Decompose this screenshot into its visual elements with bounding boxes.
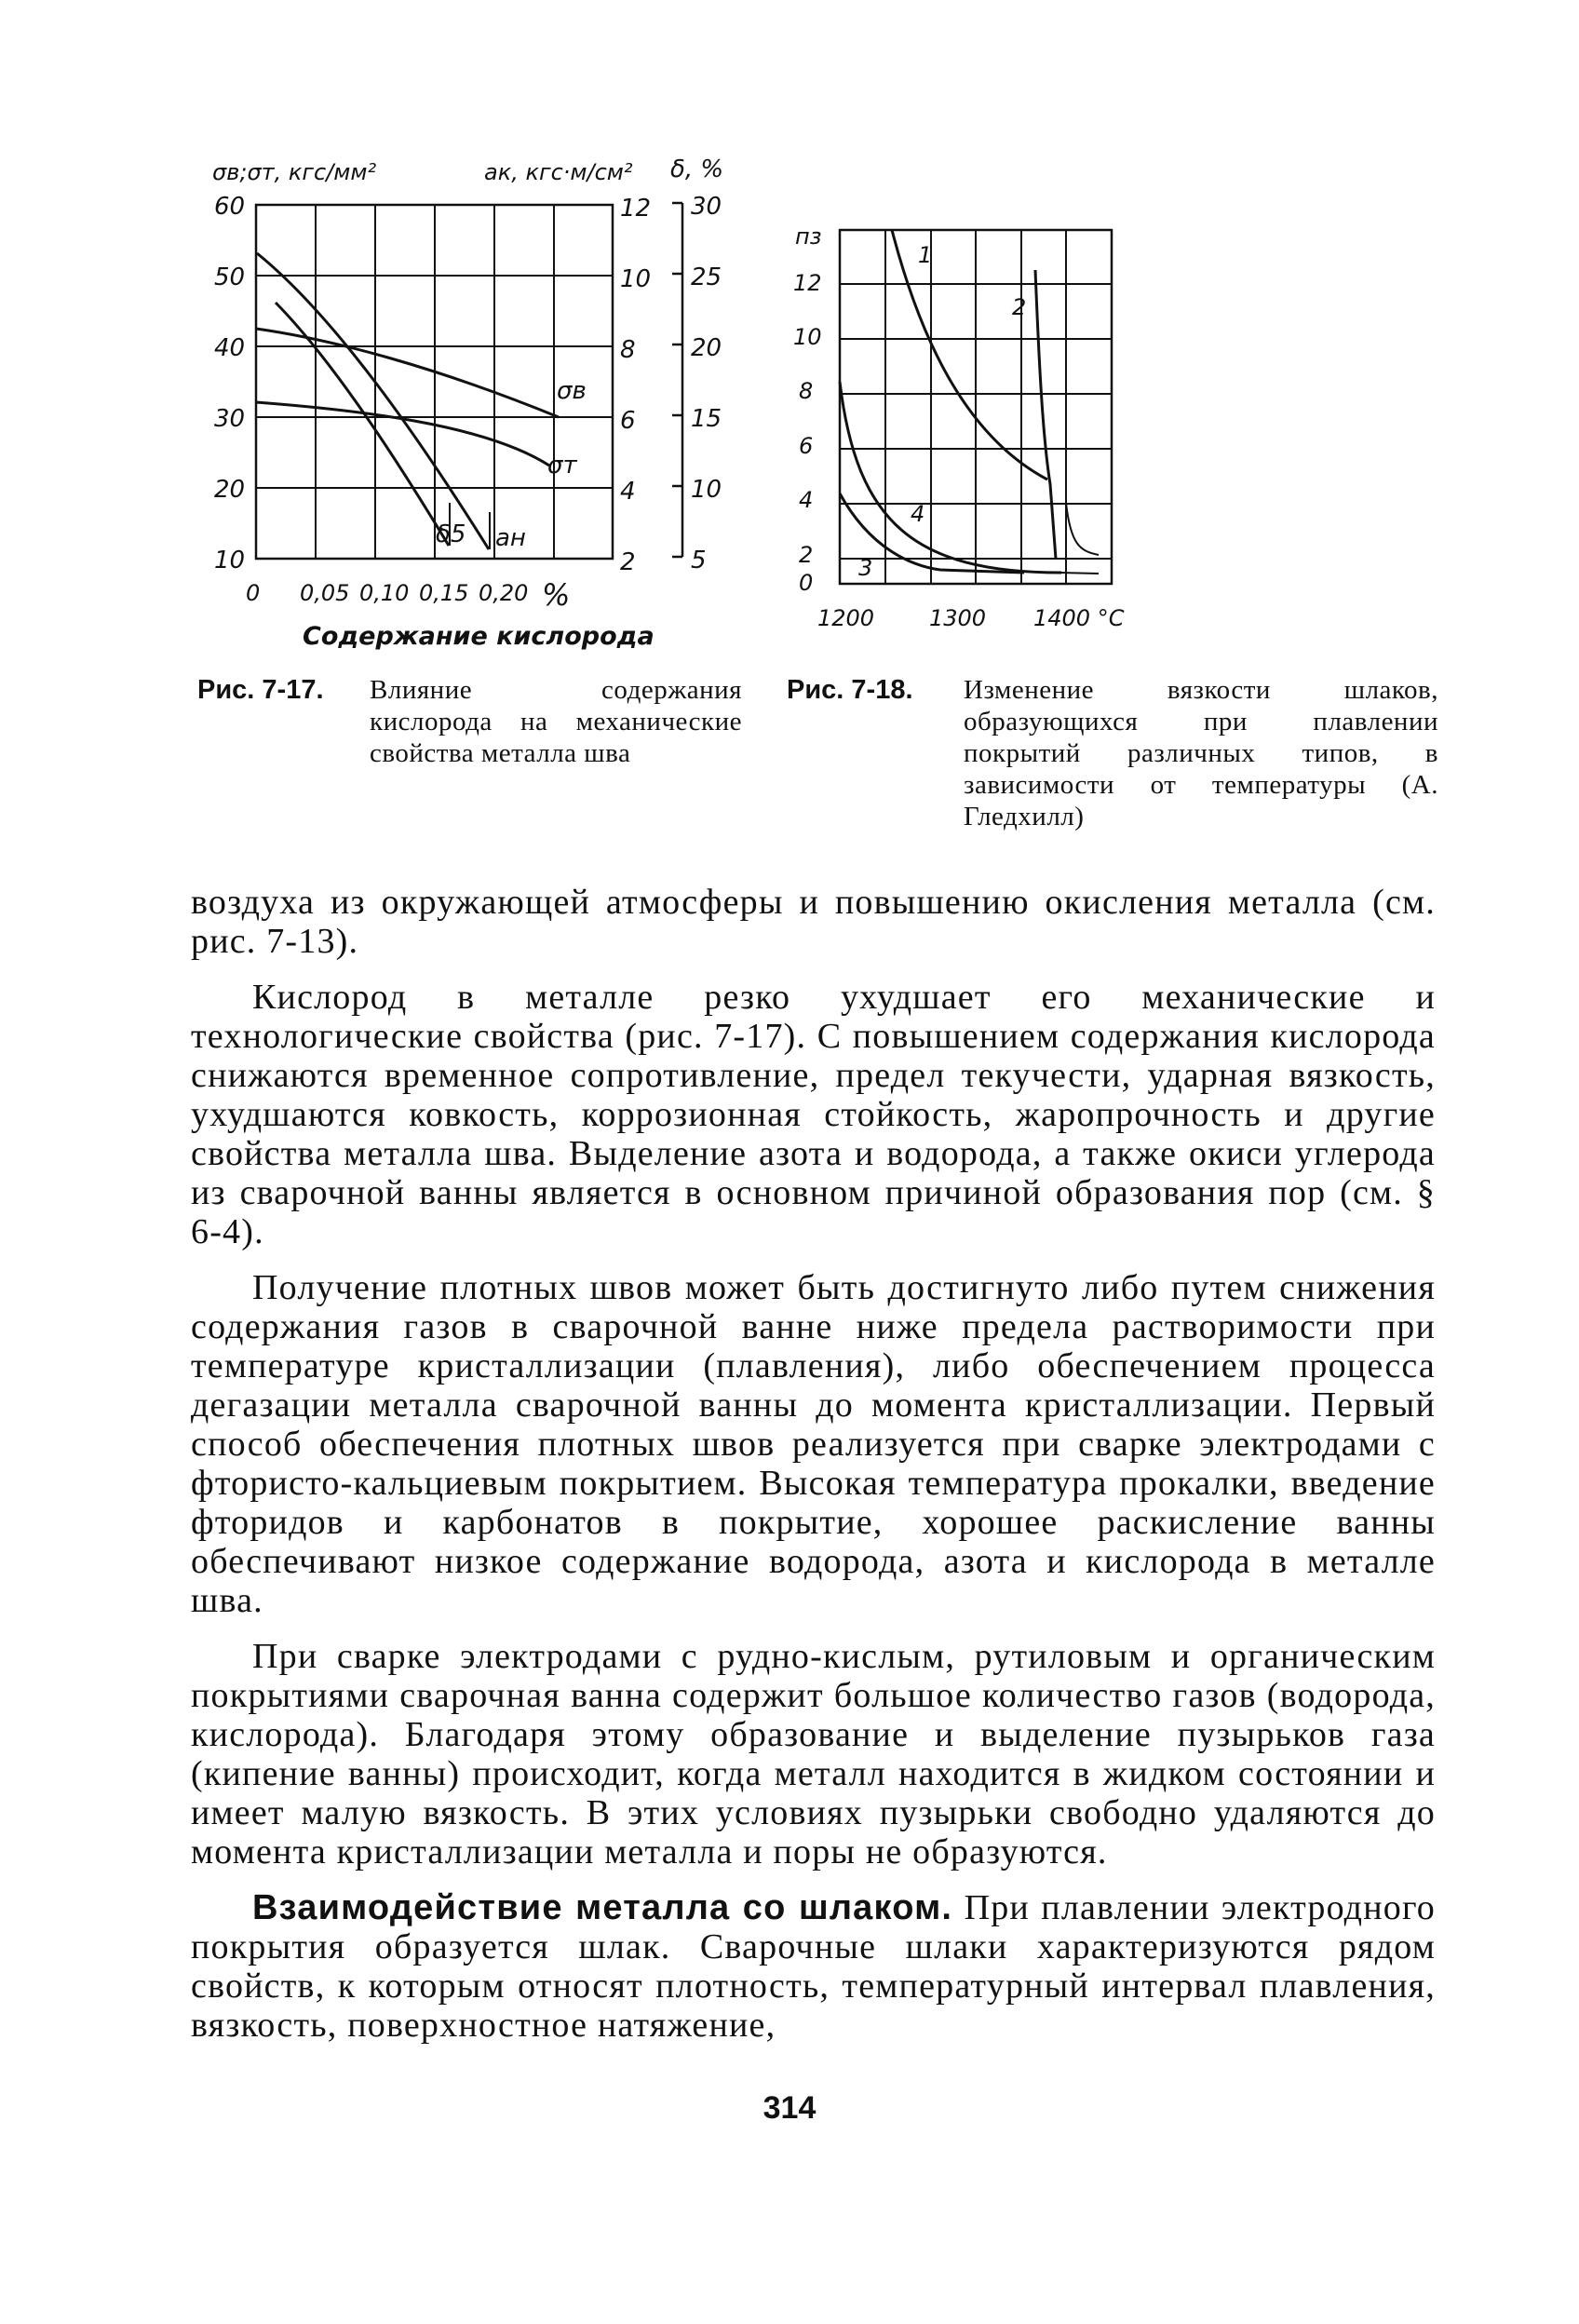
svg-text:1400 °С: 1400 °С [1033,605,1125,631]
fig17-curve-labels [436,377,587,552]
svg-text:10: 10 [620,265,652,293]
paragraph-1: воздуха из окружающей атмосферы и повышению окисления металла (см. рис. 7-13). [191,883,1436,961]
paragraph-2: Кислород в металле резко ухудшает его механические и технологические свойства (рис. 7-17). С повышением содержания кислорода снижаются временное сопротивление, предел текучести, ударная вязкость, ухудшаются ковкость, коррозионная стойкость, жаропрочность и другие свойства металла шва. Выделение азота и водорода, а также окиси углерода из сварочной ванны является в основном причиной образования пор (см. § 6-4). [191,978,1436,1251]
svg-text:1300: 1300 [929,605,987,631]
fig17-curve-sigma-v [256,329,559,417]
figure-7-17 [186,144,763,652]
caption-fig-7-18 [787,674,1438,831]
fig18-curve-labels [858,242,1026,581]
fig17-curve-sigma-t [256,402,549,466]
caption-fig-7-17 [197,674,742,768]
paragraph-4: При сварке электродами с рудно-кислым, рутиловым и органическим покрытиями сварочная ванна содержит большое количество газов (водорода, кислорода). Благодаря этому образование и выделение пузырьков газа (кипение ванны) происходит, когда металл находится в жидком состоянии и имеет малую вязкость. В этих условиях пузырьки свободно удаляются до момента кристаллизации металла и поры не образуются. [191,1637,1436,1871]
fig18-curve-2 [1035,270,1056,559]
fig18-y-ticks [793,270,822,596]
fig17-right-ticks [691,193,722,574]
svg-text:30: 30 [691,193,722,221]
fig18-y-title: пз [795,223,822,250]
svg-text:12: 12 [620,195,652,223]
svg-text:2: 2 [799,542,814,568]
svg-text:50: 50 [214,263,246,291]
caption-7-17-number: Рис. 7-17. [197,675,324,705]
fig17-label-a-n: aн [495,524,526,552]
paragraph-3: Получение плотных швов может быть достигнуто либо путем снижения содержания газов в сварочной ванне ниже предела растворимости при температуре кристаллизации (плавления), либо обеспечением процесса дегазации металла сварочной ванны до момента кристаллизации. Первый способ обеспечения плотных швов реализуется при сварке электродами с фтористо-кальциевым покрытием. Высокая температура прокалки, введение фторидов и карбонатов в покрытие, хорошее раскисление ванны обеспечивают низкое содержание водорода, азота и кислорода в металле шва. [191,1268,1436,1620]
svg-text:0: 0 [246,580,261,606]
svg-text:4: 4 [799,487,814,513]
page-number: 314 [763,2090,816,2126]
fig18-x-ticks [817,605,1125,631]
paragraph-5-text: При плавлении электродного покрытия образуется шлак. Сварочные шлаки характеризуются рядом свойств, к которым относят плотность, температурный интервал плавления, вязкость, поверхностное натяжение, [191,1888,1436,2045]
svg-text:8: 8 [799,378,814,404]
figure-7-18 [782,209,1136,642]
fig17-curve-delta5 [276,303,449,546]
svg-text:0,15: 0,15 [419,580,469,606]
fig17-y-right-title: δ, % [670,155,724,183]
svg-text:20: 20 [214,476,246,504]
paragraph-5 [191,1888,1436,2045]
svg-text:1200: 1200 [817,605,875,631]
fig17-x-ticks [246,577,570,613]
svg-text:10: 10 [793,324,822,350]
svg-text:10: 10 [214,547,246,574]
fig17-right-axis [672,203,682,557]
svg-text:40: 40 [214,334,246,362]
fig17-y-mid-title: aк, кгс·м/см² [484,159,633,185]
svg-text:10: 10 [691,476,722,504]
fig17-x-unit: % [542,577,571,613]
caption-7-17-text: Влияние содержания кислорода на механические свойства металла шва [370,675,742,768]
svg-text:4: 4 [620,478,636,506]
svg-text:0: 0 [799,570,814,596]
svg-text:25: 25 [691,263,722,291]
svg-text:30: 30 [214,405,246,433]
svg-text:1: 1 [918,242,933,268]
svg-text:12: 12 [793,270,822,296]
fig17-label-sigma-v: σв [557,377,587,405]
paragraph-5-heading: Взаимодействие металла со шлаком. [252,1888,953,1927]
fig17-y-left-title: σв;σт, кгс/мм² [212,159,377,185]
fig17-curves [256,253,559,549]
fig17-x-title: Содержание кислорода [303,622,655,651]
svg-text:2: 2 [1012,294,1027,320]
svg-text:0,05: 0,05 [300,580,350,606]
fig18-curves [840,230,1099,574]
svg-text:60: 60 [214,193,246,221]
svg-text:6: 6 [799,433,814,459]
fig18-curve-1 [892,230,1047,480]
fig17-label-delta5: δ5 [436,520,466,548]
svg-text:8: 8 [620,336,636,364]
caption-7-18-text: Изменение вязкости шлаков, образующихся при плавлении покрытий различных типов, в зависимости от температуры (А. Гледхилл) [964,675,1438,831]
svg-text:0,10: 0,10 [359,580,410,606]
caption-7-18-number: Рис. 7-18. [787,675,913,705]
fig17-label-sigma-t: σт [547,452,577,480]
svg-text:20: 20 [691,334,722,362]
fig17-curve-a-n [257,253,489,549]
svg-text:3: 3 [858,555,873,581]
fig17-left-ticks [214,193,245,574]
svg-text:4: 4 [911,501,925,527]
svg-text:5: 5 [691,547,707,574]
svg-text:6: 6 [620,407,636,435]
body-text [191,883,1436,2061]
fig18-curve-3 [840,382,1061,573]
svg-text:2: 2 [620,548,636,576]
fig17-mid-ticks [620,195,651,576]
svg-text:0,20: 0,20 [479,580,529,606]
svg-text:15: 15 [691,405,722,433]
